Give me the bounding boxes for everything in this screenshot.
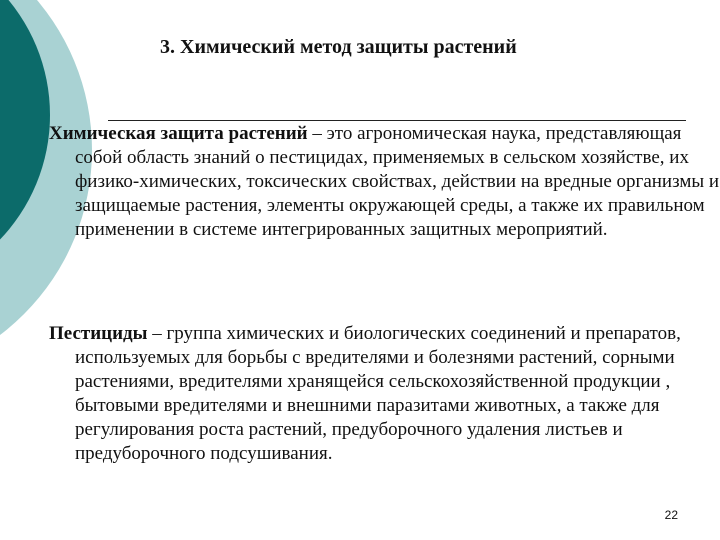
slide-title: 3. Химический метод защиты растений <box>160 36 517 58</box>
term-chemical-protection: Химическая защита растений <box>49 123 308 144</box>
term-pesticides: Пестициды <box>49 323 148 344</box>
definition-paragraph-pesticides <box>49 322 720 466</box>
page-number: 22 <box>664 508 678 522</box>
definition-text-chemical-protection: – это агрономическая наука, представляющая собой область знаний о пестицидах, применяемых в сельском хозяйстве, их физико-химических, токсических свойствах, действии на вредные организмы и защищаемые растения, элементы окружающей среды, а также их правильном применении в системе интегрированных защитных мероприятий. <box>75 123 720 240</box>
definition-paragraph-chemical-protection <box>49 122 720 242</box>
title-divider <box>108 120 686 121</box>
definition-text-pesticides: – группа химических и биологических соединений и препаратов, используемых для борьбы с вредителями и болезнями растений, сорными растениями, вредителями хранящейся сельскохозяйственной продукции , бытовыми вредителями и внешними паразитами животных, а также для регулирования роста растений, предуборочного удаления листьев и предуборочного подсушивания. <box>75 323 681 464</box>
